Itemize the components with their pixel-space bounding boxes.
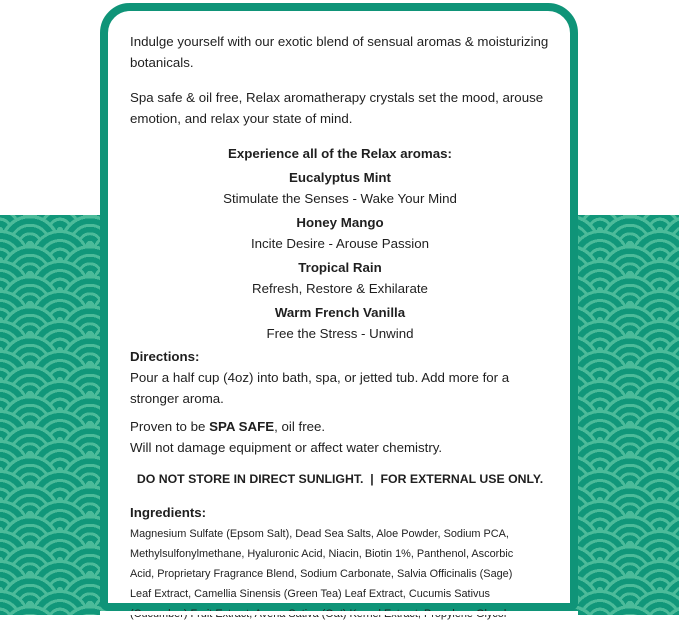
ingredients-line: Acid, Proprietary Fragrance Blend, Sodium Carbonate, Salvia Officinalis (Sage) — [130, 568, 513, 580]
ingredients-heading: Ingredients: — [130, 505, 207, 520]
aroma-name: Eucalyptus Mint — [289, 170, 391, 185]
ingredients-list — [130, 524, 550, 624]
aroma-tagline: Refresh, Restore & Exhilarate — [252, 281, 428, 296]
aroma-tropical-rain — [130, 257, 550, 299]
aroma-eucalyptus-mint — [130, 167, 550, 209]
intro-paragraph-spa-safe: Spa safe & oil free, Relax aromatherapy crystals set the mood, arouse emotion, and relax your state of mind. — [130, 90, 544, 126]
aroma-tagline: Stimulate the Senses - Wake Your Mind — [223, 191, 457, 206]
ingredients-section — [130, 502, 550, 624]
aromas-heading: Experience all of the Relax aromas: — [228, 146, 452, 161]
aroma-name: Honey Mango — [296, 215, 384, 230]
spa-safe-suffix: , oil free. — [274, 419, 326, 434]
ingredients-line: Methylsulfonylmethane, Hyaluronic Acid, Niacin, Biotin 1%, Panthenol, Ascorbic — [130, 548, 514, 560]
directions-section — [130, 346, 550, 409]
spa-safe-bold: SPA SAFE — [209, 419, 275, 434]
aroma-name: Tropical Rain — [298, 260, 382, 275]
card-bottom-edge — [100, 611, 578, 615]
aroma-tagline: Incite Desire - Arouse Passion — [250, 236, 430, 251]
spa-safe-prefix: Proven to be — [130, 419, 210, 434]
aroma-tagline: Free the Stress - Unwind — [266, 326, 414, 341]
spa-safe-section — [130, 416, 550, 458]
label-card — [100, 3, 578, 611]
spa-safe-line — [130, 416, 550, 437]
aroma-name: Warm French Vanilla — [274, 305, 406, 320]
aroma-warm-french-vanilla — [130, 302, 550, 344]
directions-heading: Directions: — [130, 349, 200, 364]
caution-line: DO NOT STORE IN DIRECT SUNLIGHT. | FOR EXTERNAL USE ONLY. — [136, 472, 544, 486]
spa-safe-line2: Will not damage equipment or affect water chemistry. — [130, 440, 443, 455]
directions-body: Pour a half cup (4oz) into bath, spa, or jetted tub. Add more for a stronger aroma. — [130, 370, 510, 406]
ingredients-line: Magnesium Sulfate (Epsom Salt), Dead Sea Salts, Aloe Powder, Sodium PCA, — [130, 528, 509, 540]
ingredients-line: Leaf Extract, Camellia Sinensis (Green Tea) Leaf Extract, Cucumis Sativus — [130, 588, 490, 600]
intro-paragraph-blend: Indulge yourself with our exotic blend of sensual aromas & moisturizing botanicals. — [130, 34, 549, 70]
aroma-honey-mango — [130, 212, 550, 254]
